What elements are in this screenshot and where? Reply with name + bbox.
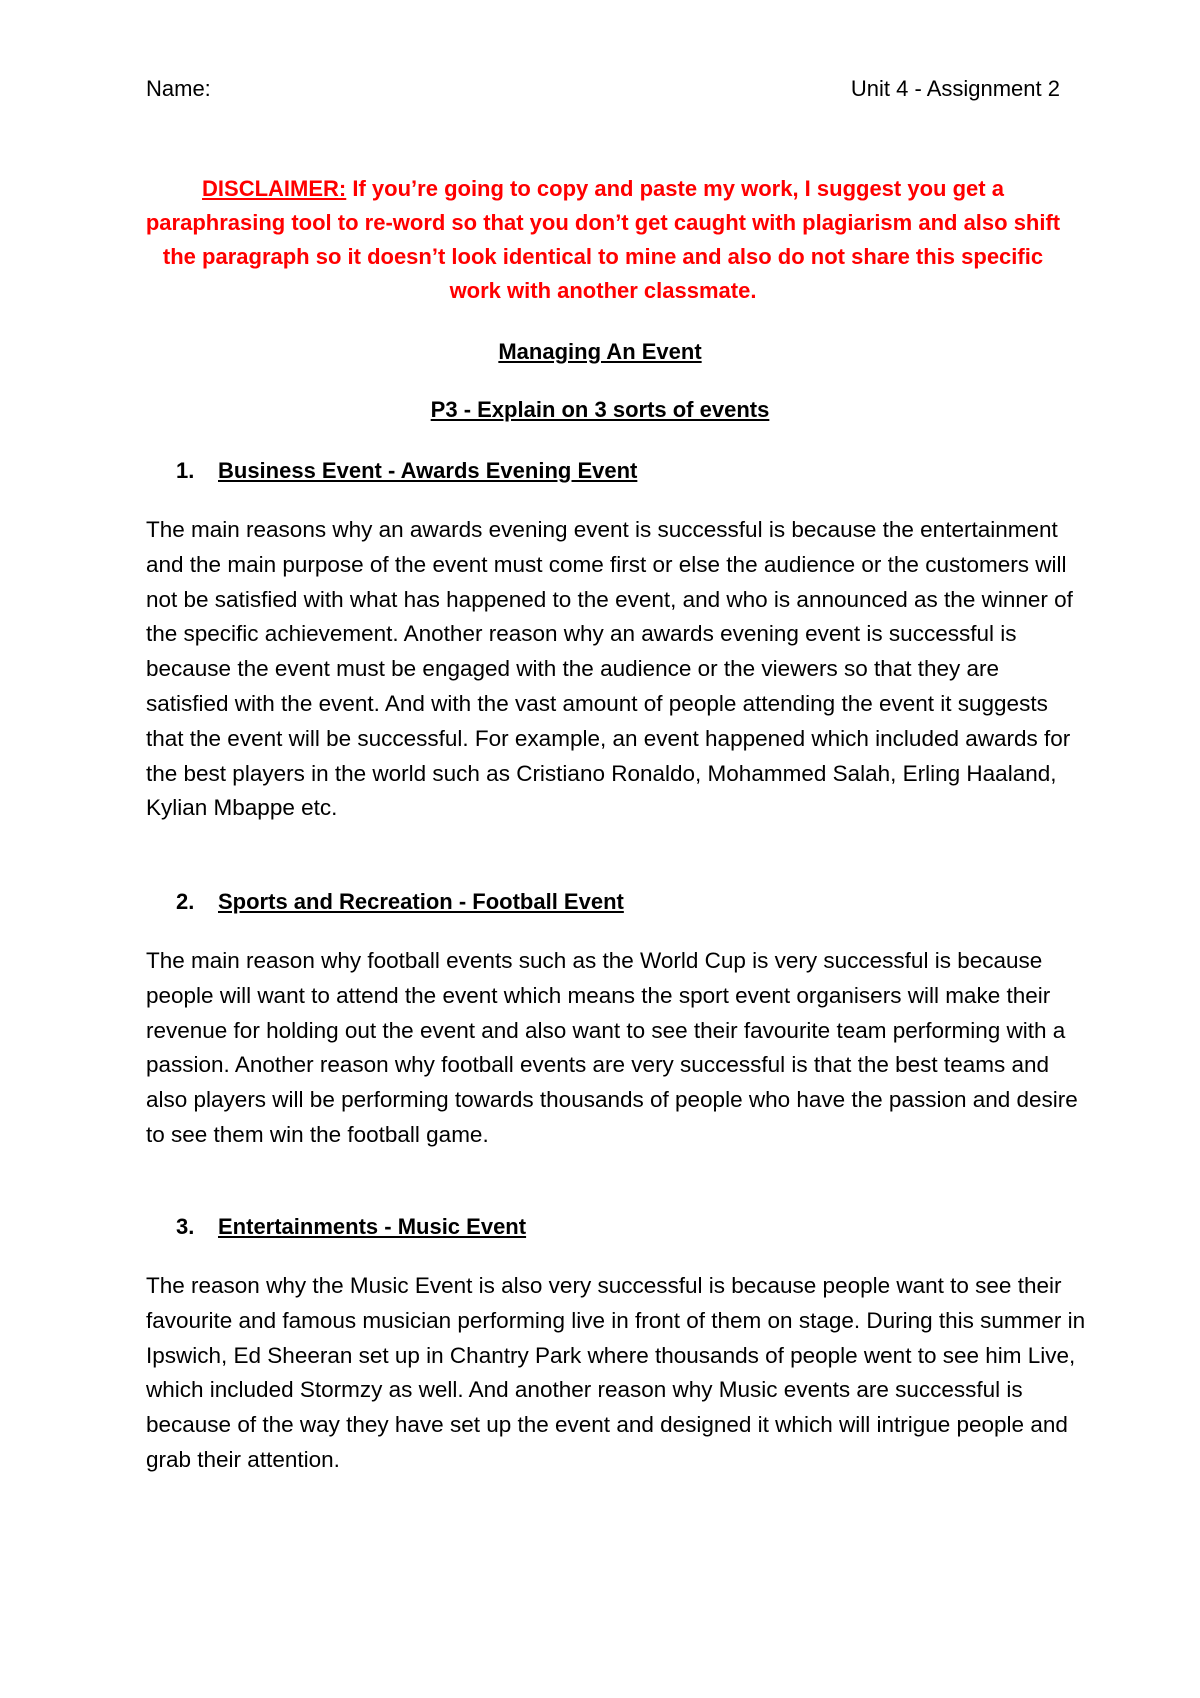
unit-label: Unit 4 - Assignment 2: [850, 76, 1060, 101]
disclaimer-label: DISCLAIMER:: [202, 176, 347, 201]
name-label: Name:: [146, 76, 211, 101]
section-heading-entertainment: [176, 1214, 526, 1240]
section-heading-sports: [176, 889, 624, 915]
page-header: [146, 76, 1060, 106]
section-number: 2.: [176, 889, 195, 914]
task-title: P3 - Explain on 3 sorts of events: [430, 397, 770, 422]
disclaimer: [140, 172, 1066, 308]
section-number: 3.: [176, 1214, 195, 1239]
section-heading-business: [176, 458, 637, 484]
section-heading-text: Sports and Recreation - Football Event: [218, 889, 624, 914]
section-number: 1.: [176, 458, 195, 483]
section-body-business: The main reasons why an awards evening event is successful is because the entertainment and the main purpose of the event must come first or else the audience or the customers will not be satisfied with what has happened to the event, and who is announced as the winner of the specific achievement. Another reason why an awards evening event is successful is because the event must be engaged with the audience or the viewers so that they are satisfied with the event. And with the vast amount of people attending the event it suggests that the event will be successful. For example, an event happened which included awards for the best players in the world such as Cristiano Ronaldo, Mohammed Salah, Erling Haaland, Kylian Mbappe etc.: [146, 517, 1073, 821]
disclaimer-text: If you’re going to copy and paste my work, I suggest you get a paraphrasing tool to re-word so that you don’t get caught with plagiarism and also shift the paragraph so it doesn’t look identical to mine and also do not share this specific work with another classmate.: [145, 176, 1061, 303]
section-heading-text: Business Event - Awards Evening Event: [218, 458, 638, 483]
section-body-sports: The main reason why football events such as the World Cup is very successful is because people will want to attend the event which means the sport event organisers will make their revenue for holding out the event and also want to see their favourite team performing with a passion. Another reason why football events are very successful is that the best teams and also players will be performing towards thousands of people who have the passion and desire to see them win the football game.: [146, 948, 1078, 1147]
document-title: Managing An Event: [498, 339, 702, 364]
section-body-entertainment: The reason why the Music Event is also very successful is because people want to see their favourite and famous musician performing live in front of them on stage. During this summer in Ipswich, Ed Sheeran set up in Chantry Park where thousands of people went to see him Live, which included Stormzy as well. And another reason why Music events are successful is because of the way they have set up the event and designed it which will intrigue people and grab their attention.: [146, 1273, 1086, 1472]
section-heading-text: Entertainments - Music Event: [218, 1214, 527, 1239]
